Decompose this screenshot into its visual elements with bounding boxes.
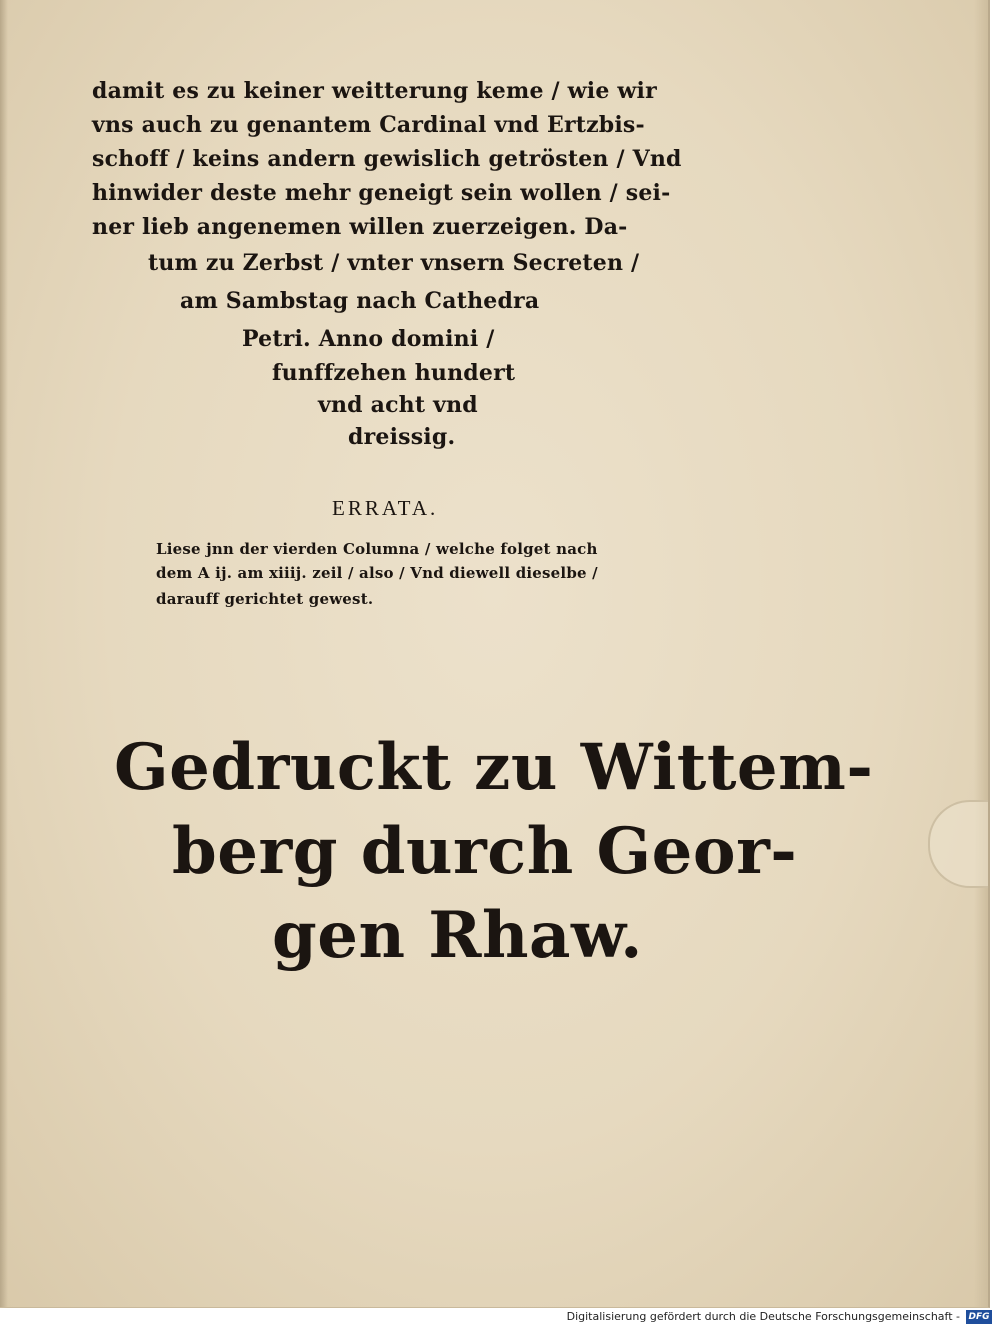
- dfg-logo-icon[interactable]: DFG: [966, 1310, 992, 1324]
- footer-bar: [0, 1308, 1000, 1327]
- imprint-line: gen Rhaw.: [272, 898, 643, 973]
- text-line: funffzehen hundert: [272, 360, 516, 386]
- text-line: tum zu Zerbst / vnter vnsern Secreten /: [148, 250, 640, 276]
- page-edge: [974, 0, 988, 1307]
- errata-line: Liese jnn der vierden Columna / welche folget nach: [156, 540, 598, 558]
- errata-heading: ERRATA.: [332, 496, 439, 520]
- imprint-line: Gedruckt zu Wittem-: [114, 730, 874, 805]
- text-line: am Sambstag nach Cathedra: [180, 288, 540, 314]
- text-line: hinwider deste mehr geneigt sein wollen / sei-: [92, 180, 671, 206]
- errata-line: dem A ij. am xiiij. zeil / also / Vnd diewell dieselbe /: [156, 564, 598, 582]
- text-line: schoff / keins andern gewislich getrösten / Vnd: [92, 146, 682, 172]
- text-line: ner lieb angenemen willen zuerzeigen. Da-: [92, 214, 628, 240]
- clasp-mark: [928, 800, 990, 888]
- text-line: dreissig.: [348, 424, 456, 450]
- imprint-line: berg durch Geor-: [172, 814, 798, 889]
- funding-credit: Digitalisierung gefördert durch die Deutsche Forschungsgemeinschaft -: [566, 1310, 960, 1323]
- errata-line: darauff gerichtet gewest.: [156, 590, 374, 608]
- text-line: vnd acht vnd: [318, 392, 478, 418]
- text-line: Petri. Anno domini /: [242, 326, 495, 352]
- text-line: vns auch zu genantem Cardinal vnd Ertzbis-: [92, 112, 645, 138]
- text-line: damit es zu keiner weitterung keme / wie wir: [92, 78, 657, 104]
- page-gutter-shadow: [0, 0, 8, 1307]
